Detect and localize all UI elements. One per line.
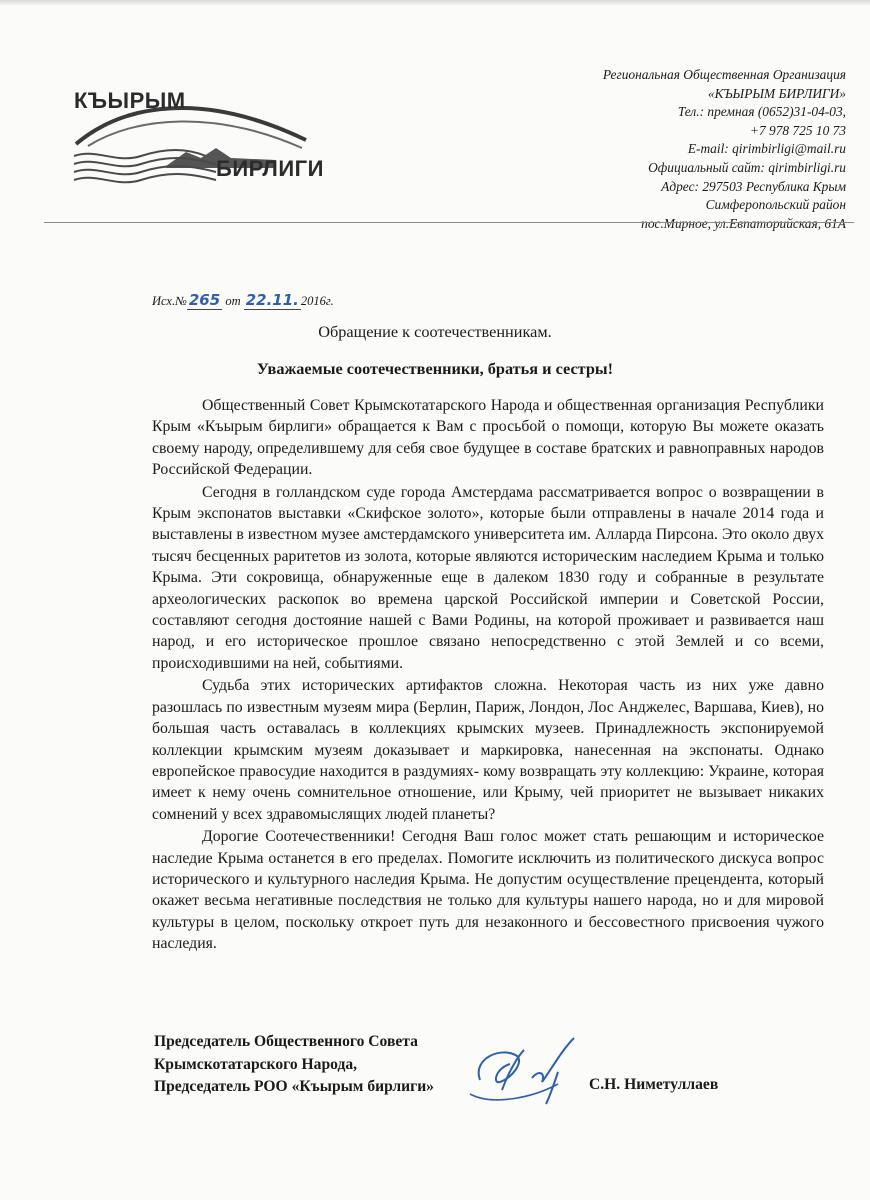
- logo-word-top: КЪЫРЫМ: [74, 88, 186, 113]
- scan-edge: [0, 0, 870, 6]
- org-name: Региональная Общественная Организация: [602, 67, 846, 82]
- org-mobile: +7 978 725 10 73: [749, 122, 846, 138]
- org-website: Официальный сайт: qirimbirligi.ru: [648, 159, 846, 175]
- ref-number: 265: [188, 291, 221, 309]
- paragraph: Общественный Совет Крымскотатарского Народа и общественная организация Республики Крым «Къырым бирлиги» обращается к Вам с просьбой о помощи, которую Вы можете оказать своему народу, определившему для себя свое будущее в составе братских и равноправных народов Российской Федерации.: [152, 397, 824, 479]
- org-brand: «КЪЫРЫМ БИРЛИГИ»: [707, 85, 846, 101]
- signatory-title: [154, 1031, 434, 1099]
- handwritten-signature: [462, 1028, 602, 1108]
- organization-logo: [66, 82, 336, 192]
- paragraph: Судьба этих исторических артифактов сложна. Некоторая часть из них уже давно разошлась по известным музеям мира (Берлин, Париж, Лондон, Лос Анджелес, Варшава, Киев), но большая часть оставалась в коллекциях крымских музеев. Принадлежность экспонируемой коллекции крымским музеям доказывает и маркировка, нанесенная на экспонаты. Однако европейское правосудие находится в раздумиях- кому возвращать эту коллекцию: Украине, которая имеет к нему очень сомнительное отношение, или Крыму, чей приоритет не вызывает никаких сомнений у всех здравомыслящих людей планеты?: [152, 677, 824, 823]
- organization-details: [516, 66, 846, 233]
- signatory-line-2: Крымскотатарского Народа,: [154, 1055, 358, 1073]
- org-district: Симферопольский район: [705, 197, 846, 213]
- paragraph: Дорогие Соотечественники! Сегодня Ваш голос может стать решающим и историческое наследие Крыма останется в его пределах. Помогите исключить из политического дискуса вопрос исторического и культурного наследия Крыма. Не допустим осуществление прецендента, который окажет весьма негативные последствия не только для культуры нашего народа, но и для мировой культуры в целом, поскольку откроет путь для незаконного и бессовестного присвоения чужого наследия.: [152, 828, 824, 953]
- org-phone: Тел.: премная (0652)31-04-03,: [677, 104, 846, 120]
- appeal-title: Обращение к соотечественникам.: [318, 322, 552, 341]
- signatory-line-1: Председатель Общественного Совета: [154, 1033, 418, 1050]
- greeting: Уважаемые соотечественники, братья и сестры!: [256, 359, 614, 378]
- ref-prefix: Исх.№: [152, 294, 187, 308]
- org-address: Адрес: 297503 Республика Крым: [661, 178, 846, 194]
- letter-body: [152, 395, 824, 955]
- outgoing-reference: [152, 291, 334, 310]
- org-email: E-mail: qirimbirligi@mail.ru: [687, 141, 846, 157]
- logo-word-bottom: БИРЛИГИ: [216, 156, 324, 181]
- org-street: пос.Мирное, ул.Евпаторийская, 61А: [641, 215, 846, 231]
- header-divider: [44, 222, 854, 223]
- signatory-line-3: Председатель РОО «Къырым бирлиги»: [154, 1078, 434, 1095]
- signatory-name: С.Н. Ниметуллаев: [589, 1076, 719, 1093]
- ref-year: 2016г.: [300, 294, 334, 308]
- ref-from: от: [225, 294, 241, 308]
- paragraph: Сегодня в голландском суде города Амстердама рассматривается вопрос о возвращении в Крым экспонатов выставки «Скифское золото», которые были отправлены в начале 2014 года и выставлены в известном музее амстердамского университета им. Алларда Пирсона. Это около двух тысяч бесценных раритетов из золота, которые являются историческим наследием Крыма и только Крыма. Эти сокровища, обнаруженные еще в далеком 1830 году и собранные в результате археологических раскопок во времена царской Российской империи и Советской России, составляют сегодня достояние нашей с Вами Родины, на которой проживает и развивается наш народ, и его историческое прошлое связано непосредственно с этой Землей и со всеми, происходившими на ней, событиями.: [152, 483, 824, 672]
- ref-date: 22.11.: [245, 291, 299, 309]
